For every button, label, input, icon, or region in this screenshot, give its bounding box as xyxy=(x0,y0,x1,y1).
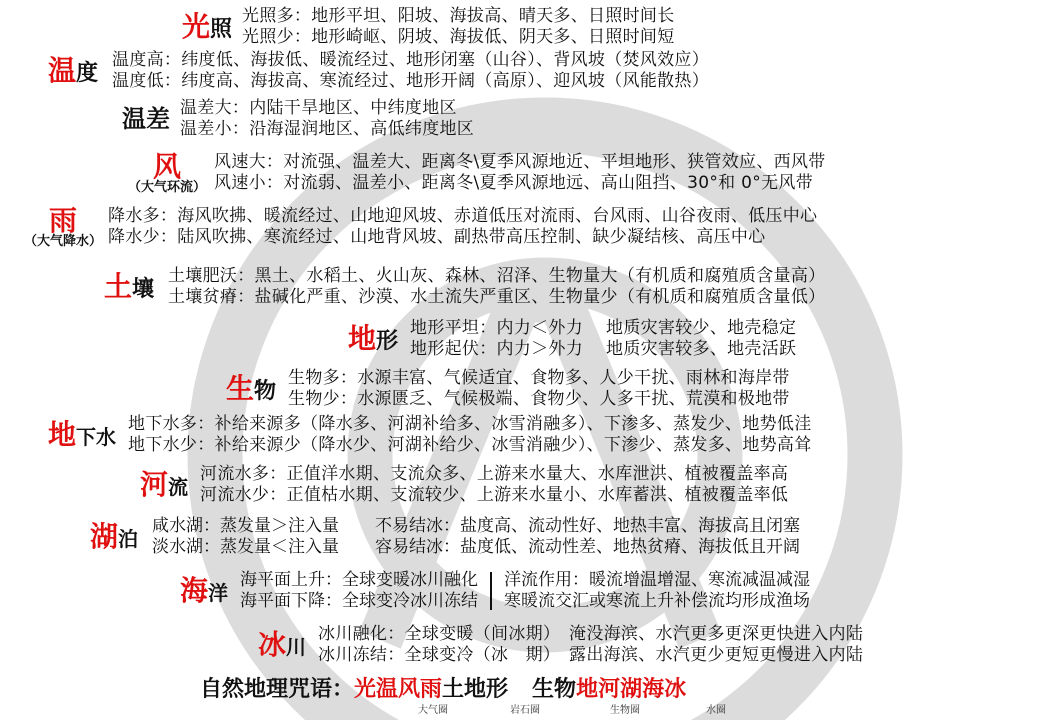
lake-salinity xyxy=(152,516,339,558)
river-section xyxy=(140,464,788,506)
glacier-line-freeze: 冰川冻结：全球变冷（冰 期） 露出海滨、水汽更少更短更慢进入内陆 xyxy=(318,645,864,665)
wind-line-weak: 风速小：对流弱、温差小、距离冬\夏季风源地远、高山阻挡、30°和 0°无风带 xyxy=(214,173,813,193)
river-lines xyxy=(200,464,788,506)
lake-line-salt: 咸水湖：蒸发量＞注入量 xyxy=(152,516,340,536)
ocean-line-fall: 海平面下降：全球变冷冰川冻结 xyxy=(240,591,479,611)
soil-line-poor: 土壤贫瘠：盐碱化严重、沙漠、水土流失严重区、生物量少（有机质和腐殖质含量低） xyxy=(168,287,826,307)
ocean-line-currents: 洋流作用：暖流增温增湿、寒流减温减湿 xyxy=(504,570,811,590)
temp-range-section xyxy=(122,98,474,140)
lake-title: 湖泊 xyxy=(90,520,139,553)
lake-columns xyxy=(152,516,800,558)
mnemonic-atmosphere: 光温风雨 xyxy=(354,677,443,702)
rain-section xyxy=(24,203,818,249)
wind-lines xyxy=(214,152,826,194)
rain-lines xyxy=(108,206,817,248)
tag-lithosphere: 岩石圈 xyxy=(510,705,540,716)
rain-line-more: 降水多：海风吹拂、暖流经过、山地迎风坡、赤道低压对流雨、台风雨、山谷夜雨、低压中心 xyxy=(108,206,818,226)
wind-title: 风 （大气环流） xyxy=(128,149,207,195)
mnemonic-hydrosphere: 地河湖海冰 xyxy=(576,677,687,702)
mnemonic-line xyxy=(200,672,686,703)
groundwater-line-more: 地下水多：补给来源多（降水多、河湖补给多、冰雪消融多）、下渗多、蒸发少、地势低洼 xyxy=(128,414,812,434)
ocean-section xyxy=(180,570,810,612)
groundwater-section xyxy=(48,414,812,456)
tag-biosphere: 生物圈 xyxy=(610,705,640,716)
tag-hydrosphere: 水圈 xyxy=(706,705,726,716)
lake-section xyxy=(90,516,800,558)
temperature-title: 温度 xyxy=(48,54,99,87)
mnemonic-biosphere: 生物 xyxy=(532,677,577,702)
glacier-section xyxy=(258,624,863,666)
rain-line-less: 降水少：陆风吹拂、寒流经过、山地背风坡、副热带高压控制、缺少凝结核、高压中心 xyxy=(108,227,766,247)
ocean-line-rise: 海平面上升：全球变暖冰川融化 xyxy=(240,570,479,590)
lake-line-fresh: 淡水湖：蒸发量＜注入量 xyxy=(152,537,340,557)
soil-lines xyxy=(168,266,825,308)
landform-section xyxy=(348,318,796,360)
glacier-lines xyxy=(318,624,863,666)
ocean-columns xyxy=(240,570,810,612)
temperature-section xyxy=(48,50,709,92)
light-lines xyxy=(242,6,675,48)
river-line-less: 河流水少：正值枯水期、支流较少、上游来水量小、水库蓄洪、植被覆盖率低 xyxy=(200,485,789,505)
biology-section xyxy=(226,368,790,410)
biology-title: 生物 xyxy=(226,372,277,405)
temp-range-lines xyxy=(180,98,474,140)
lake-line-easy-freeze: 容易结冰：盐度低、流动性差、地热贫瘠、海拔低且开阔 xyxy=(375,537,801,557)
light-line-more: 光照多：地形平坦、阳坡、海拔高、晴天多、日照时间长 xyxy=(242,6,675,26)
temp-range-line-large: 温差大：内陆干旱地区、中纬度地区 xyxy=(180,98,457,118)
river-title: 河流 xyxy=(140,468,189,501)
mnemonic-lithosphere: 土地形 xyxy=(442,677,509,702)
temp-range-line-small: 温差小：沿海湿润地区、高低纬度地区 xyxy=(180,119,475,139)
temp-range-title: 温差 xyxy=(122,105,170,133)
biology-line-less: 生物少：水源匮乏、气候极端、食物少、人多干扰、荒漠和极地带 xyxy=(288,389,790,409)
soil-line-fertile: 土壤肥沃：黑土、水稻土、火山灰、森林、沼泽、生物量大（有机质和腐殖质含量高） xyxy=(168,266,826,286)
temperature-line-high: 温度高：纬度低、海拔低、暖流经过、地形闭塞（山谷）、背风坡（焚风效应） xyxy=(112,50,710,70)
ocean-title: 海洋 xyxy=(180,574,229,607)
soil-section xyxy=(104,266,825,308)
mnemonic-label: 自然地理咒语： xyxy=(200,677,355,702)
groundwater-line-less: 地下水少：补给来源少（降水少、河湖补给少、冰雪消融少）、下渗少、蒸发多、地势高耸 xyxy=(128,435,812,455)
glacier-line-melt: 冰川融化：全球变暖（间冰期） 淹没海滨、水汽更多更深更快进入内陆 xyxy=(318,624,864,644)
glacier-title: 冰川 xyxy=(258,628,307,661)
landform-line-flat: 地形平坦：内力＜外力 地质灾害较少、地壳稳定 xyxy=(410,318,797,338)
landform-title: 地形 xyxy=(348,322,399,355)
groundwater-lines xyxy=(128,414,812,456)
rain-title: 雨 （大气降水） xyxy=(24,203,103,249)
river-line-more: 河流水多：正值洋水期、支流众多、上游来水量大、水库泄洪、植被覆盖率高 xyxy=(200,464,789,484)
lake-freezing xyxy=(375,516,800,558)
landform-line-rugged: 地形起伏：内力＞外力 地质灾害较多、地壳活跃 xyxy=(410,339,797,359)
wind-section xyxy=(128,149,826,195)
light-line-less: 光照少：地形崎岖、阴坡、海拔低、阴天多、日照时间短 xyxy=(242,27,675,47)
light-section xyxy=(182,6,675,48)
biology-lines xyxy=(288,368,790,410)
lake-line-hard-freeze: 不易结冰：盐度高、流动性好、地热丰富、海拔高且闭塞 xyxy=(375,516,801,536)
tag-atmosphere: 大气圈 xyxy=(418,705,448,716)
ocean-sea-level xyxy=(240,570,478,612)
ocean-divider xyxy=(490,572,492,610)
landform-lines xyxy=(410,318,796,360)
ocean-line-fishery: 寒暖流交汇或寒流上升补偿流均形成渔场 xyxy=(504,591,811,611)
groundwater-title: 地下水 xyxy=(48,418,117,451)
temperature-line-low: 温度低：纬度高、海拔高、寒流经过、地形开阔（高原）、迎风坡（风能散热） xyxy=(112,71,710,91)
biology-line-more: 生物多：水源丰富、气候适宜、食物多、人少干扰、雨林和海岸带 xyxy=(288,368,790,388)
soil-title: 土壤 xyxy=(104,270,155,303)
ocean-currents xyxy=(504,570,810,612)
wind-line-strong: 风速大：对流强、温差大、距离冬\夏季风源地近、平坦地形、狭管效应、西风带 xyxy=(214,152,826,172)
temperature-lines xyxy=(112,50,709,92)
light-title: 光照 xyxy=(182,10,233,43)
